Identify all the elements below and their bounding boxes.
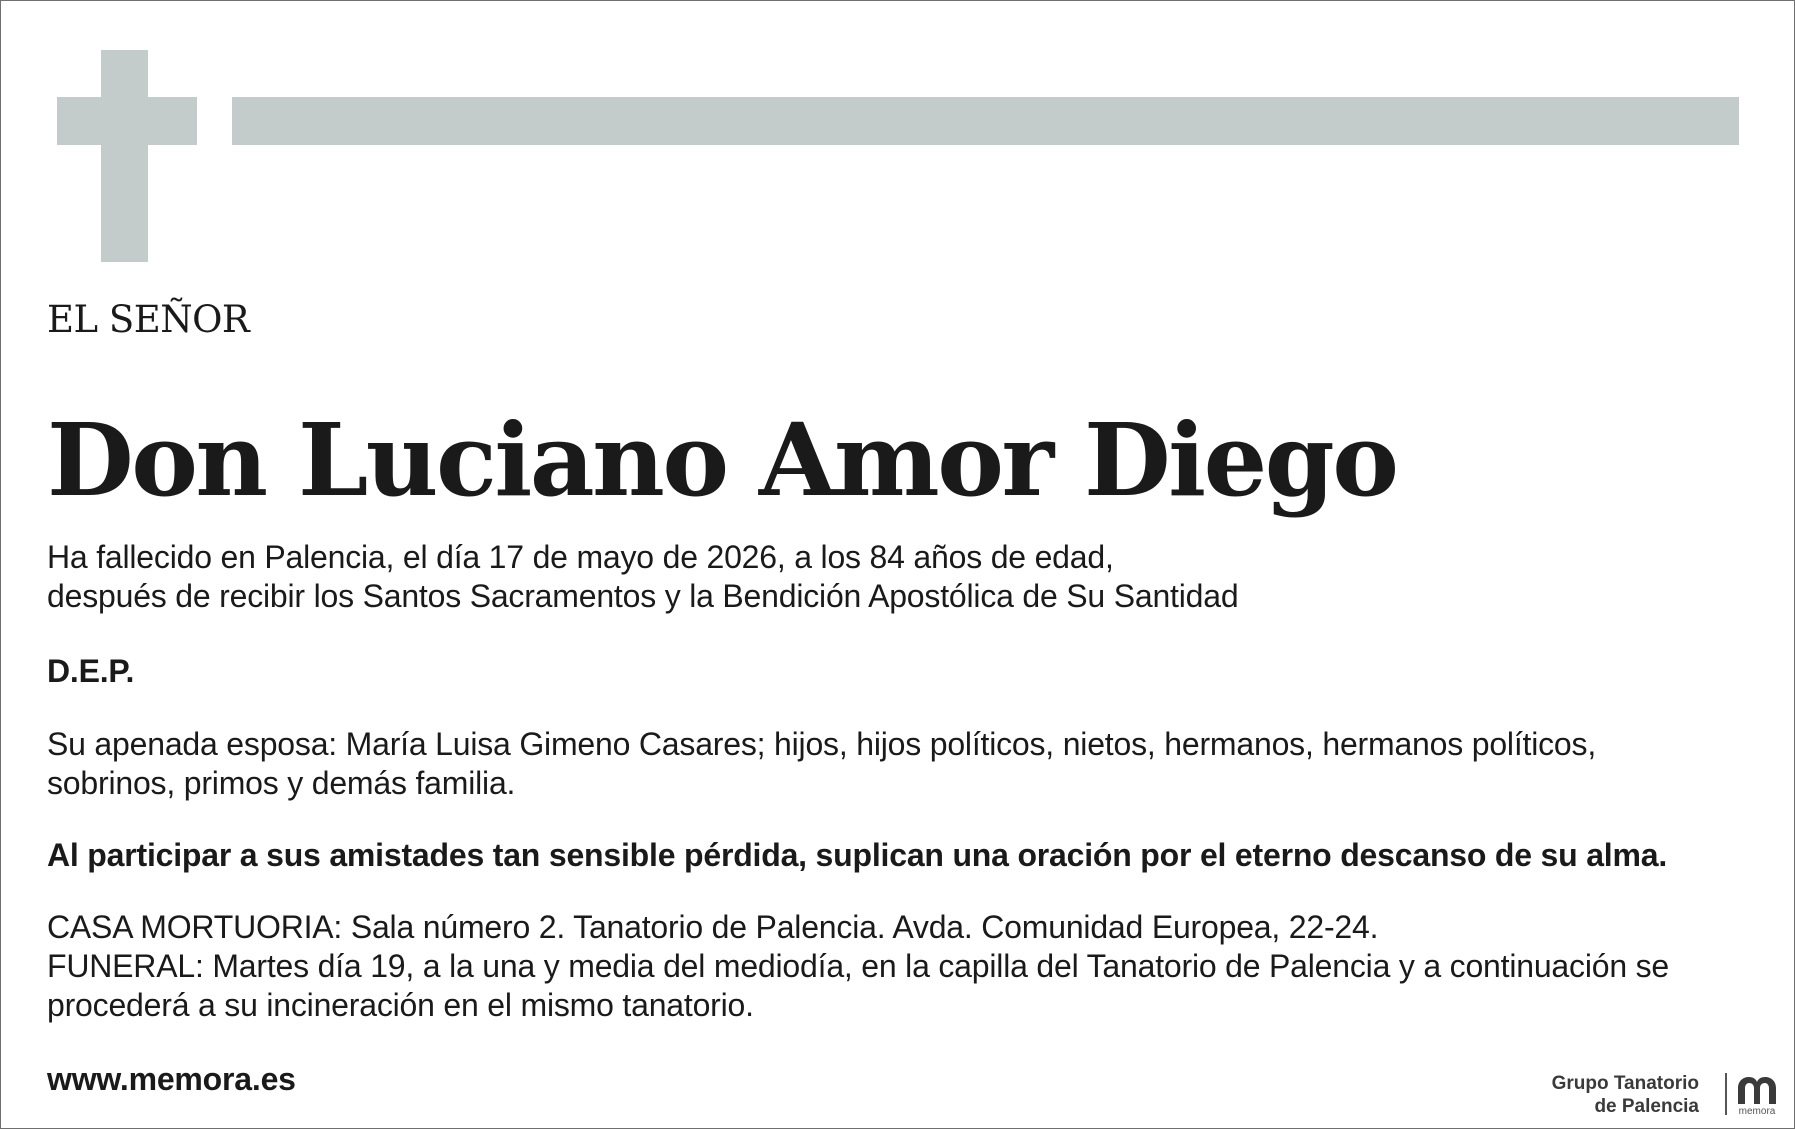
memora-m-icon-shape [1734, 1074, 1780, 1106]
service-details [47, 908, 1669, 1025]
logo-line-1: Grupo Tanatorio [1551, 1073, 1699, 1094]
tanatorio-logo [1541, 1068, 1781, 1120]
death-line-2: después de recibir los Santos Sacramentos y la Bendición Apostólica de Su Santidad [47, 578, 1239, 614]
funeral-line-2: procederá a su incineración en el mismo tanatorio. [47, 987, 754, 1023]
header-band [232, 97, 1739, 145]
family-list [47, 725, 1596, 803]
honorific: EL SEÑOR [47, 298, 250, 341]
prayer-request: Al participar a sus amistades tan sensible pérdida, suplican una oración por el eterno descanso de su alma. [47, 837, 1668, 873]
memora-m-icon [1734, 1074, 1780, 1118]
deceased-name: Don Luciano Amor Diego [47, 401, 1397, 519]
cross-icon-horizontal [57, 97, 197, 145]
website-link[interactable]: www.memora.es [47, 1061, 296, 1097]
cross-icon-vertical [101, 50, 148, 262]
family-line-2: sobrinos, primos y demás familia. [47, 765, 516, 801]
logo-brand: memora [1738, 1106, 1776, 1117]
family-line-1: Su apenada esposa: María Luisa Gimeno Casares; hijos, hijos políticos, nietos, hermanos, hermanos políticos, [47, 726, 1597, 762]
death-line-1: Ha fallecido en Palencia, el día 17 de mayo de 2026, a los 84 años de edad, [47, 539, 1114, 575]
rip-label: D.E.P. [47, 653, 135, 689]
funeral-line-1: FUNERAL: Martes día 19, a la una y media del mediodía, en la capilla del Tanatorio de Palencia y a continuación se [47, 948, 1670, 984]
logo-divider [1725, 1073, 1727, 1115]
logo-line-2: de Palencia [1594, 1096, 1699, 1117]
mortuary-line: CASA MORTUORIA: Sala número 2. Tanatorio de Palencia. Avda. Comunidad Europea, 22-24. [47, 909, 1379, 945]
death-announcement [47, 538, 1238, 616]
logo-text [1552, 1072, 1699, 1118]
